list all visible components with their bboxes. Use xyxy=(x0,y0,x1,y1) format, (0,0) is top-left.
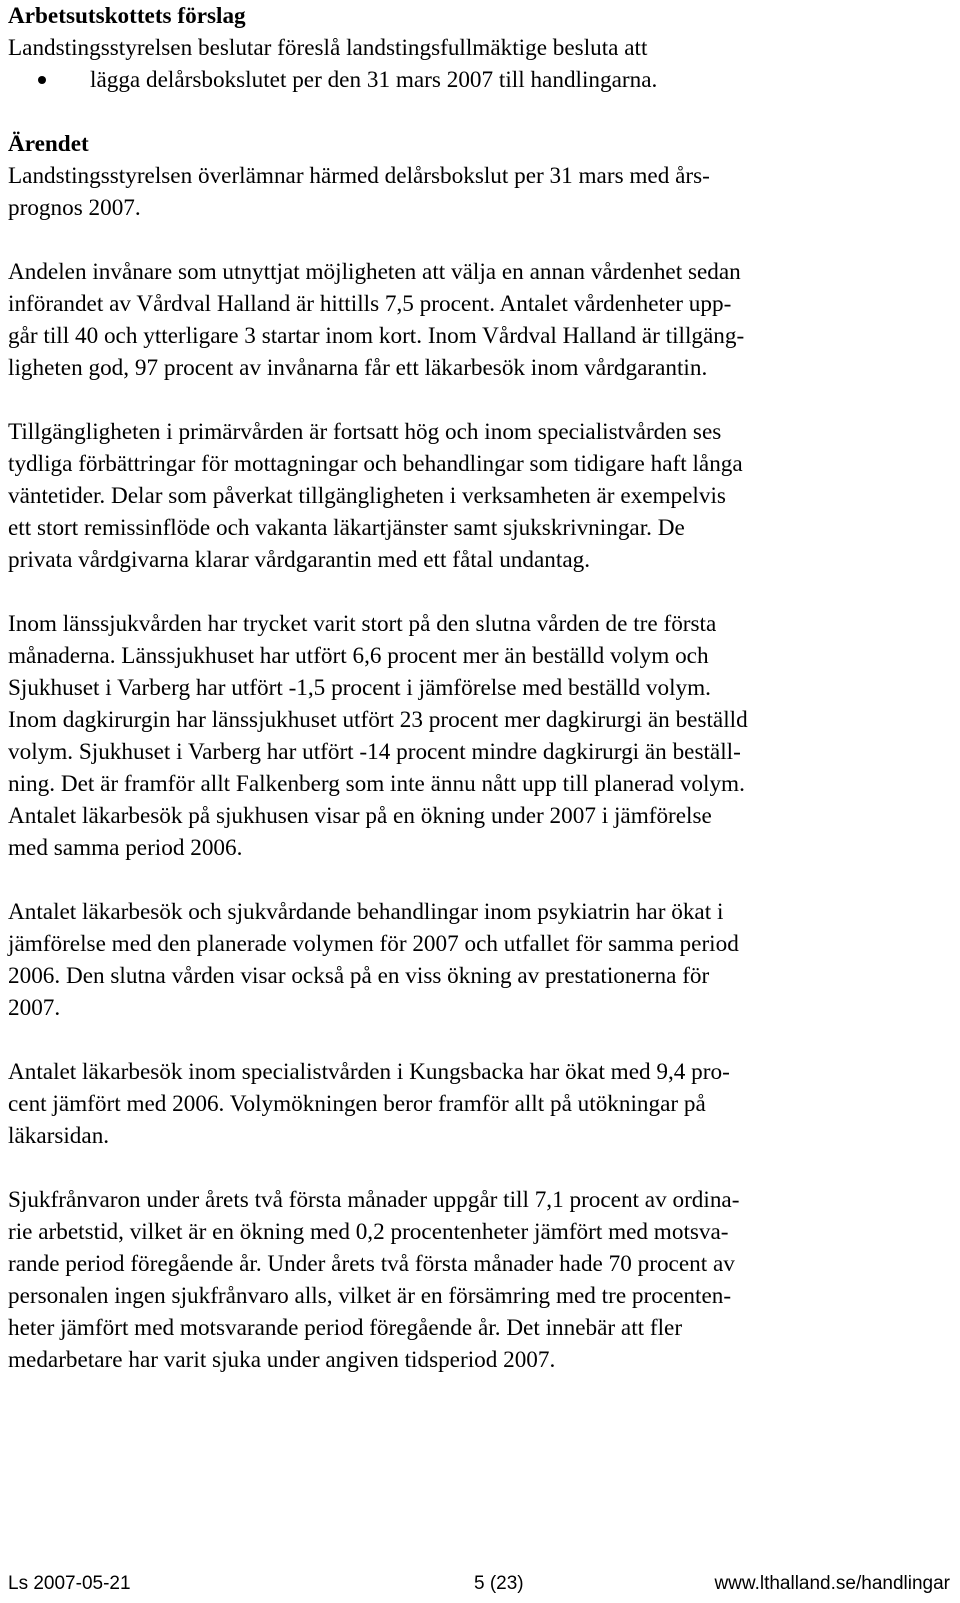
spacer xyxy=(8,96,952,128)
bullet-text: lägga delårsbokslutet per den 31 mars 2007 till handlingarna. xyxy=(90,67,658,93)
paragraph-accessibility xyxy=(8,416,952,576)
text-line: tydliga förbättringar för mottagningar och behandlingar som tidigare haft långa xyxy=(8,451,743,477)
text-line: privata vårdgivarna klarar vårdgarantin med ett fåtal undantag. xyxy=(8,547,590,573)
spacer xyxy=(8,1024,952,1056)
paragraph-choice-of-care xyxy=(8,256,952,384)
text-line: Antalet läkarbesök och sjukvårdande behandlingar inom psykiatrin har ökat i xyxy=(8,899,724,925)
spacer xyxy=(8,224,952,256)
paragraph-psychiatry xyxy=(8,896,952,1024)
spacer xyxy=(8,384,952,416)
text-line: Landstingsstyrelsen överlämnar härmed delårsbokslut per 31 mars med års- xyxy=(8,163,710,189)
text-line: 2007. xyxy=(8,995,61,1021)
spacer xyxy=(8,576,952,608)
text-line: Sjukhuset i Varberg har utfört -1,5 procent i jämförelse med beställd volym. xyxy=(8,675,711,701)
text-line: ligheten god, 97 procent av invånarna får ett läkarbesök inom vårdgarantin. xyxy=(8,355,708,381)
page-footer xyxy=(8,1571,950,1597)
text-line: läkarsidan. xyxy=(8,1123,110,1149)
text-line: rie arbetstid, vilket är en ökning med 0,2 procentenheter jämfört med motsva- xyxy=(8,1219,729,1245)
text-line: heter jämfört med motsvarande period föregående år. Det innebär att fler xyxy=(8,1315,683,1341)
proposal-bullet-item xyxy=(8,64,952,96)
text-line: 2006. Den slutna vården visar också på en viss ökning av prestationerna för xyxy=(8,963,710,989)
text-line: Inom länssjukvården har trycket varit stort på den slutna vården de tre första xyxy=(8,611,717,637)
footer-page-number: 5 (23) xyxy=(474,1573,524,1594)
document-page xyxy=(8,0,952,1376)
paragraph-sick-leave xyxy=(8,1184,952,1376)
bullet-icon xyxy=(38,76,46,84)
text-line: införandet av Vårdval Halland är hittills 7,5 procent. Antalet vårdenheter upp- xyxy=(8,291,732,317)
text-line: månaderna. Länssjukhuset har utfört 6,6 procent mer än beställd volym och xyxy=(8,643,709,669)
text-line: går till 40 och ytterligare 3 startar inom kort. Inom Vårdval Halland är tillgäng- xyxy=(8,323,745,349)
text-line: jämförelse med den planerade volymen för 2007 och utfallet för samma period xyxy=(8,931,739,957)
section-heading-matter: Ärendet xyxy=(8,131,89,157)
text-line: Inom dagkirurgin har länssjukhuset utfört 23 procent mer dagkirurgi än beställd xyxy=(8,707,748,733)
section-heading-proposal: Arbetsutskottets förslag xyxy=(8,3,246,29)
text-line: ning. Det är framför allt Falkenberg som inte ännu nått upp till planerad volym. xyxy=(8,771,745,797)
text-line: Tillgängligheten i primärvården är fortsatt hög och inom specialistvården ses xyxy=(8,419,722,445)
text-line: Antalet läkarbesök inom specialistvården i Kungsbacka har ökat med 9,4 pro- xyxy=(8,1059,730,1085)
text-line: cent jämfört med 2006. Volymökningen beror framför allt på utökningar på xyxy=(8,1091,706,1117)
spacer xyxy=(8,1152,952,1184)
text-line: Andelen invånare som utnyttjat möjligheten att välja en annan vårdenhet sedan xyxy=(8,259,741,285)
paragraph-kungsbacka xyxy=(8,1056,952,1152)
footer-url-link[interactable]: www.lthalland.se/handlingar xyxy=(714,1573,950,1594)
text-line: ett stort remissinflöde och vakanta läkartjänster samt sjukskrivningar. De xyxy=(8,515,685,541)
text-line: personalen ingen sjukfrånvaro alls, vilket är en försämring med tre procenten- xyxy=(8,1283,732,1309)
text-line: medarbetare har varit sjuka under angiven tidsperiod 2007. xyxy=(8,1347,556,1373)
text-line: Sjukfrånvaron under årets två första månader uppgår till 7,1 procent av ordina- xyxy=(8,1187,740,1213)
text-line: väntetider. Delar som påverkat tillgängligheten i verksamheten är exempelvis xyxy=(8,483,726,509)
text-line: rande period föregående år. Under årets två första månader hade 70 procent av xyxy=(8,1251,735,1277)
text-line: Antalet läkarbesök på sjukhusen visar på en ökning under 2007 i jämförelse xyxy=(8,803,712,829)
text-line: volym. Sjukhuset i Varberg har utfört -14 procent mindre dagkirurgi än beställ- xyxy=(8,739,741,765)
footer-document-id: Ls 2007-05-21 xyxy=(8,1573,131,1594)
spacer xyxy=(8,864,952,896)
text-line: med samma period 2006. xyxy=(8,835,243,861)
text-line: prognos 2007. xyxy=(8,195,141,221)
paragraph-county-hospital-care xyxy=(8,608,952,864)
proposal-intro: Landstingsstyrelsen beslutar föreslå landstingsfullmäktige besluta att xyxy=(8,35,648,61)
